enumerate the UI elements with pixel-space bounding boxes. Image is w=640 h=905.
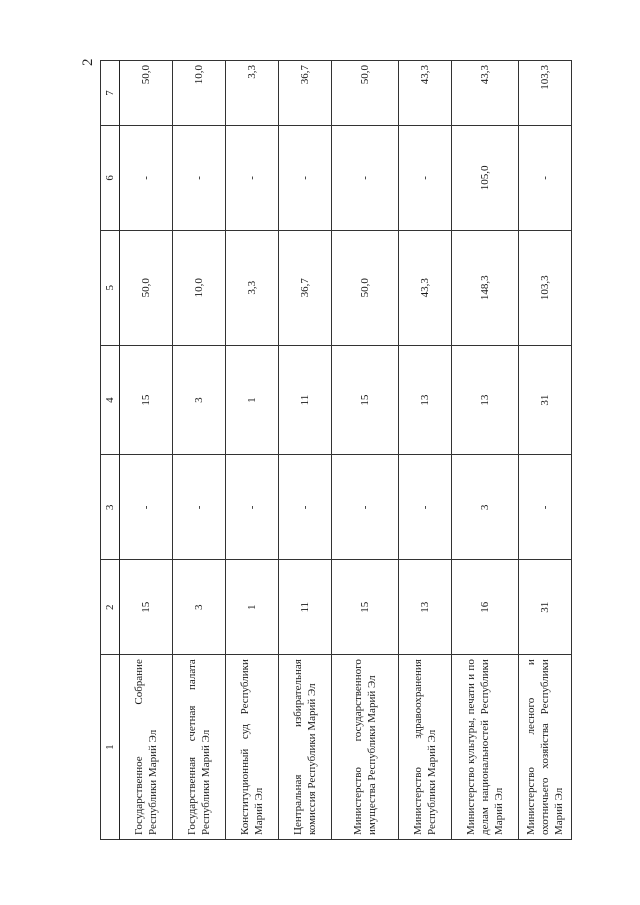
table-row xyxy=(332,61,399,840)
column-header: 2 xyxy=(101,560,120,655)
table-cell: 1 xyxy=(226,345,279,455)
table-row xyxy=(120,61,173,840)
table-cell: - xyxy=(120,455,173,560)
table-cell: - xyxy=(519,125,572,230)
table-cell: 3 xyxy=(173,345,226,455)
organization-name: Государственное Собрание Республики Марий Эл xyxy=(120,655,173,840)
table-row xyxy=(173,61,226,840)
column-header: 5 xyxy=(101,230,120,345)
table-cell: 50,0 xyxy=(120,61,173,126)
table-cell: 15 xyxy=(120,560,173,655)
table-cell: 1 xyxy=(226,560,279,655)
organization-name: Центральная избирательная комиссия Республики Марий Эл xyxy=(279,655,332,840)
table-cell: - xyxy=(519,455,572,560)
table-row xyxy=(226,61,279,840)
table-cell: 43,3 xyxy=(399,61,452,126)
table-cell: 36,7 xyxy=(279,61,332,126)
table-row xyxy=(519,61,572,840)
column-header: 3 xyxy=(101,455,120,560)
table-cell: 105,0 xyxy=(452,125,519,230)
table-cell: - xyxy=(226,125,279,230)
organization-name: Министерство лесного и охотничьего хозяйства Республики Марий Эл xyxy=(519,655,572,840)
table-cell: 13 xyxy=(399,560,452,655)
table-cell: 3 xyxy=(452,455,519,560)
table-cell: 11 xyxy=(279,345,332,455)
table-row xyxy=(279,61,332,840)
table-cell: 15 xyxy=(332,345,399,455)
table-cell: - xyxy=(399,125,452,230)
table-cell: 13 xyxy=(452,345,519,455)
column-header: 4 xyxy=(101,345,120,455)
table-cell: - xyxy=(226,455,279,560)
table-cell: 3,3 xyxy=(226,61,279,126)
table-cell: - xyxy=(332,125,399,230)
table-cell: 10,0 xyxy=(173,230,226,345)
data-table xyxy=(100,60,572,840)
page-number: 2 xyxy=(80,58,96,66)
table-cell: - xyxy=(332,455,399,560)
table-cell: 50,0 xyxy=(332,230,399,345)
table-cell: 31 xyxy=(519,345,572,455)
table-cell: 3,3 xyxy=(226,230,279,345)
table-cell: 3 xyxy=(173,560,226,655)
table-cell: 50,0 xyxy=(120,230,173,345)
organization-name: Министерство здравоохранения Республики Марий Эл xyxy=(399,655,452,840)
table-cell: 43,3 xyxy=(399,230,452,345)
organization-name: Государственная счетная палата Республики Марий Эл xyxy=(173,655,226,840)
table-cell: 15 xyxy=(332,560,399,655)
column-header: 6 xyxy=(101,125,120,230)
table-cell: - xyxy=(399,455,452,560)
table-cell: 16 xyxy=(452,560,519,655)
table-cell: - xyxy=(279,125,332,230)
header-row xyxy=(101,61,120,840)
table-cell: 103,3 xyxy=(519,61,572,126)
table-cell: - xyxy=(173,125,226,230)
table-cell: - xyxy=(173,455,226,560)
table-row xyxy=(452,61,519,840)
table-cell: 148,3 xyxy=(452,230,519,345)
table-cell: 36,7 xyxy=(279,230,332,345)
table-cell: 15 xyxy=(120,345,173,455)
organization-name: Министерство государственного имущества Республики Марий Эл xyxy=(332,655,399,840)
table-cell: 50,0 xyxy=(332,61,399,126)
column-header: 1 xyxy=(101,655,120,840)
table-cell: 31 xyxy=(519,560,572,655)
table-cell: - xyxy=(120,125,173,230)
column-header: 7 xyxy=(101,61,120,126)
organization-name: Министерство культуры, печати и по делам национальностей Республики Марий Эл xyxy=(452,655,519,840)
table-cell: 13 xyxy=(399,345,452,455)
table-cell: 11 xyxy=(279,560,332,655)
table-cell: 10,0 xyxy=(173,61,226,126)
table-cell: 43,3 xyxy=(452,61,519,126)
rotated-table-wrapper xyxy=(100,60,566,840)
organization-name: Конституционный суд Республики Марий Эл xyxy=(226,655,279,840)
table-cell: 103,3 xyxy=(519,230,572,345)
table-cell: - xyxy=(279,455,332,560)
table-row xyxy=(399,61,452,840)
